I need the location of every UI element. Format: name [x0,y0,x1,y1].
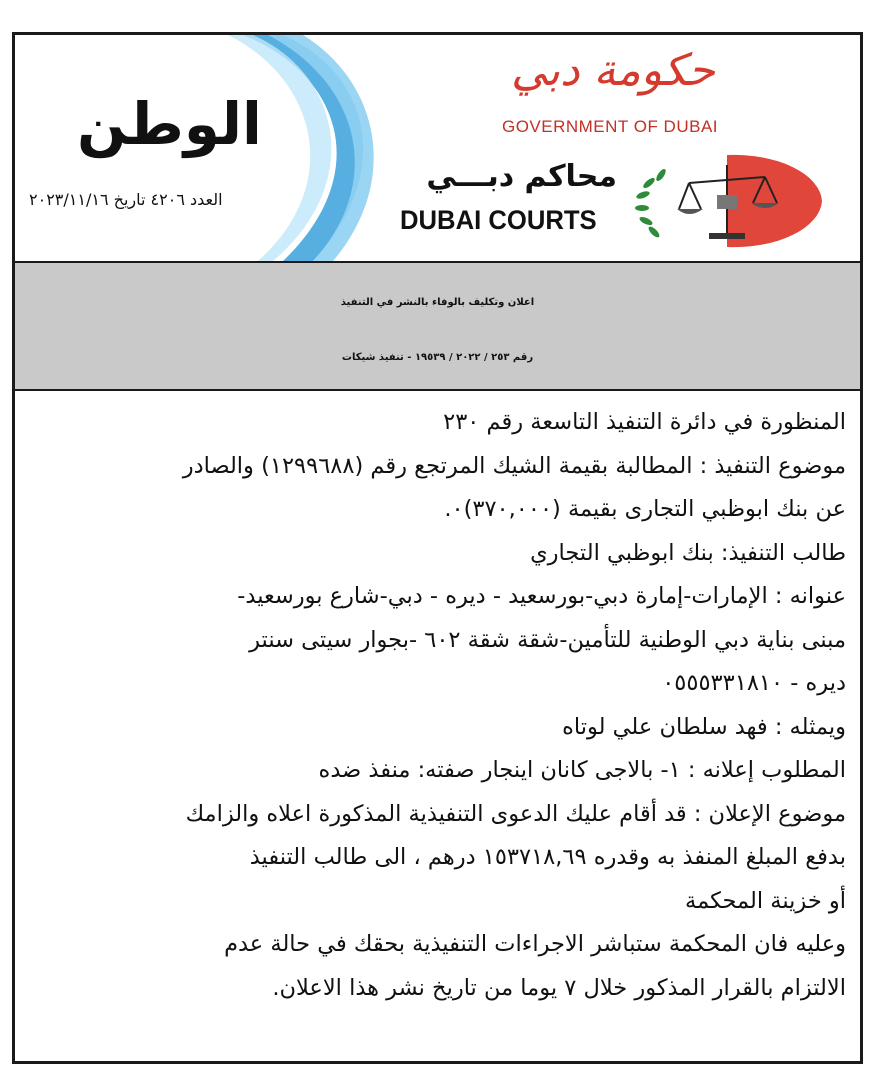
body-line: بدفع المبلغ المنفذ به وقدره ١٥٣٧١٨,٦٩ درهم ، الى طالب التنفيذ [249,844,846,870]
announcement-body [15,391,860,1010]
body-line: مبنى بناية دبي الوطنية للتأمين-شقة شقة ٦٠٢ -بجوار سيتى سنتر [249,626,846,653]
announcement-frame [12,32,863,1064]
body-line: عن بنك ابوظبي التجارى بقيمة (٣٧٠,٠٠٠)٠. [444,496,846,522]
government-name-english: GOVERNMENT OF DUBAI [501,117,719,136]
swoosh-graphic [223,35,393,261]
newspaper-logo: الوطن [77,90,262,158]
header [15,35,860,263]
body-line: أو خزينة المحكمة [685,887,846,914]
body-line: ويمثله : فهد سلطان علي لوتاه [562,713,846,740]
body-line: موضوع التنفيذ : المطالبة بقيمة الشيك المرتجع رقم (١٢٩٩٦٨٨) والصادر [182,452,846,479]
courts-name-english: DUBAI COURTS [400,205,597,235]
body-line: المطلوب إعلانه : ١- بالاجى كانان اينجار صفته: منفذ ضده [318,757,846,783]
issue-date-line: العدد ٤٢٠٦ تاريخ ٢٠٢٣/١١/١٦ [29,190,223,209]
announcement-title-line-1: اعلان وتكليف بالوفاء بالنشر في التنفيذ [340,297,535,308]
body-line: الالتزام بالقرار المذكور خلال ٧ يوما من تاريخ نشر هذا الاعلان. [272,974,846,1001]
body-line: وعليه فان المحكمة ستباشر الاجراءات التنفيذية بحقك في حالة عدم [224,931,846,957]
body-line: المنظورة في دائرة التنفيذ التاسعة رقم ٢٣٠ [443,409,846,435]
announcement-title-line-2: رقم ٢٥٣ / ٢٠٢٢ / ١٩٥٣٩ - تنفيذ شيكات [341,352,534,363]
title-band [15,263,860,391]
body-line: موضوع الإعلان : قد أقام عليك الدعوى التنفيذية المذكورة اعلاه والزامك [185,800,846,827]
scales-of-justice-icon [627,143,827,253]
body-line: طالب التنفيذ: بنك ابوظبي التجاري [530,539,846,566]
body-line: ديره - ٠٥٥٥٣٣١٨١٠ [662,670,846,696]
courts-name-arabic: محاكم دبـــي [426,159,617,194]
body-line: عنوانه : الإمارات-إمارة دبي-بورسعيد - ديره - دبي-شارع بورسعيد- [237,583,846,609]
government-logo-arabic: حكومة دبي [511,45,715,96]
